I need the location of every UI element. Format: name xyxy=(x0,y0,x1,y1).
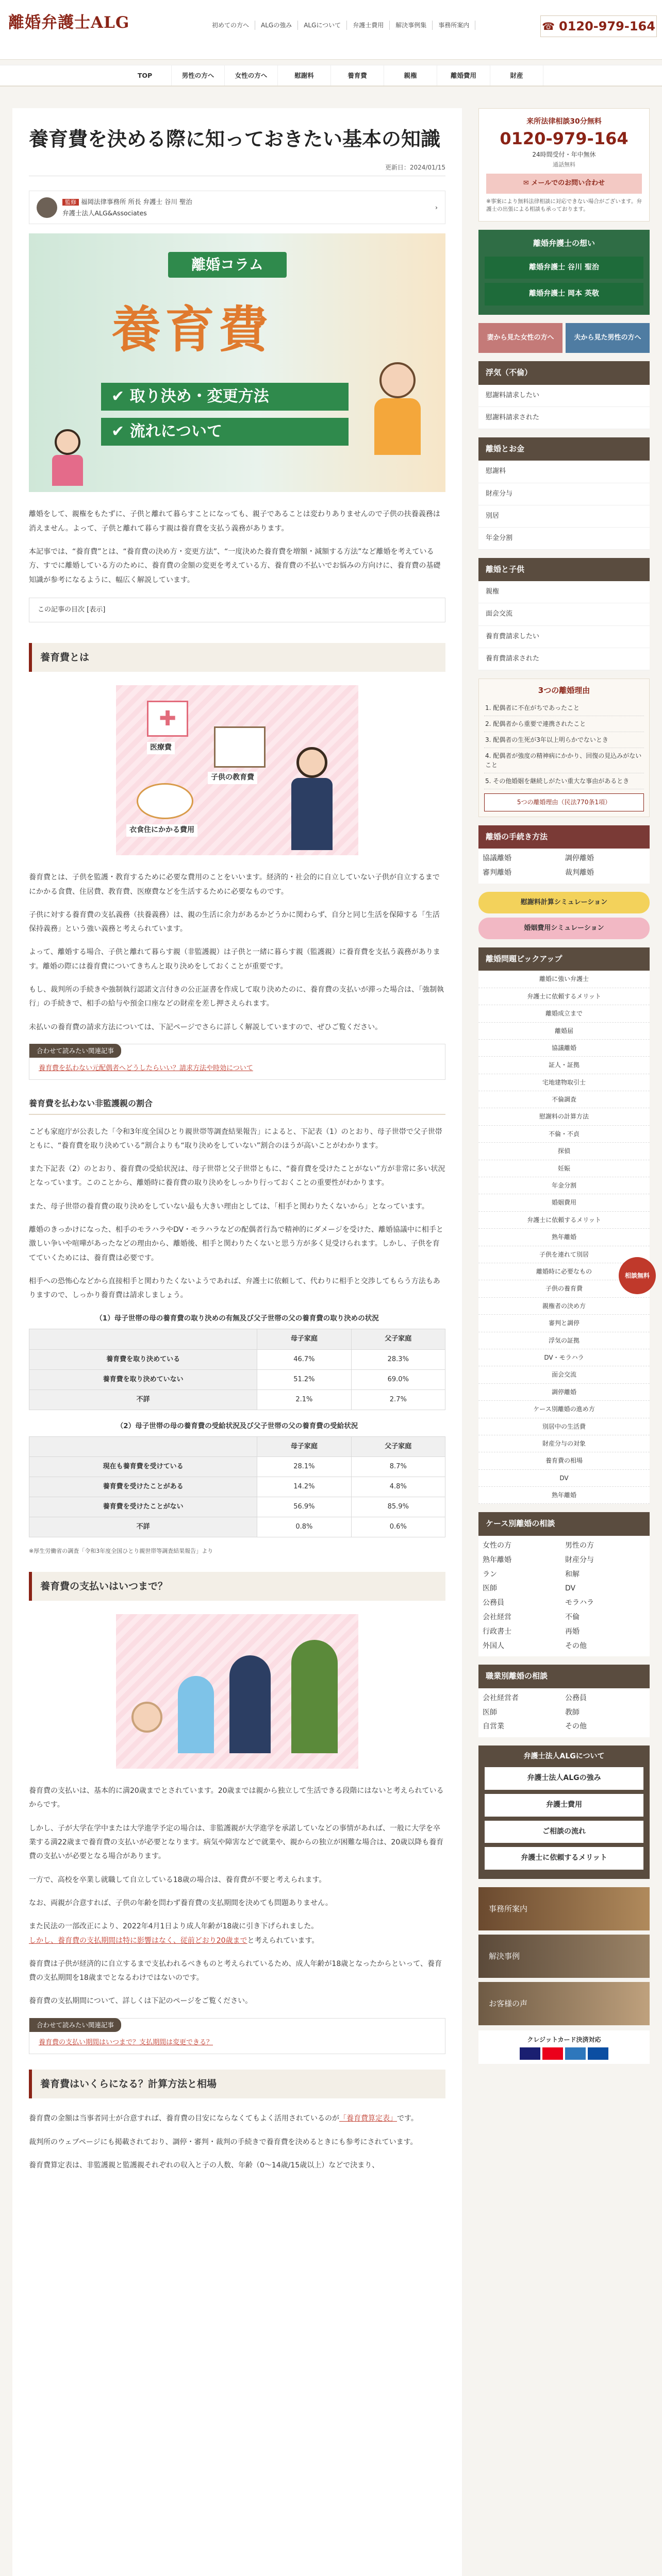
agreement-table xyxy=(29,1329,445,1410)
table-cell: 現在も養育費を受けている xyxy=(29,1456,257,1477)
pickup-link[interactable]: 離婚届 xyxy=(478,1023,650,1040)
alg-info-button[interactable]: ご相談の流れ xyxy=(485,1821,643,1843)
table-cell: 不詳 xyxy=(29,1389,257,1410)
gnav-item[interactable]: 男性の方へ xyxy=(172,65,225,86)
utility-link[interactable]: ALGの強み xyxy=(255,21,298,30)
pickup-link[interactable]: ケース別離婚の進め方 xyxy=(478,1401,650,1418)
reason-item: 2. 配偶者から重要で連携されたこと xyxy=(484,716,644,732)
label-education: 子供の教育費 xyxy=(208,772,257,784)
job-box: 職業別離婚の相談 会社経営者 公務員 医師 教師 自営業 その他 xyxy=(478,1665,650,1737)
reasons-button[interactable]: 5つの離婚理由（民法770条1項） xyxy=(484,793,644,811)
lawyer-button[interactable]: 離婚弁護士 谷川 聖治 xyxy=(485,257,643,279)
case-link[interactable]: 和解 xyxy=(565,1570,580,1579)
floating-consult-button[interactable]: 相談無料 xyxy=(619,1257,656,1294)
table-cell: 8.7% xyxy=(351,1456,445,1477)
sidebar-phone[interactable]: 0120-979-164 xyxy=(500,128,628,148)
procedure-link[interactable]: 裁判離婚 xyxy=(565,868,594,877)
related-article-box xyxy=(29,2018,445,2054)
compensation-sim-button[interactable]: 慰謝料計算シミュレーション xyxy=(478,892,650,913)
men-banner[interactable]: 夫から見た男性の方へ xyxy=(566,323,650,353)
case-link[interactable]: DV xyxy=(565,1584,576,1593)
case-link[interactable]: 医師 xyxy=(483,1584,497,1593)
article-main xyxy=(12,108,462,2576)
sidebar-note: ※事案により無料法律相談に対応できない場合がございます。弁護士の出張による相談も承っております。 xyxy=(486,198,642,213)
utility-link[interactable]: 事務所案内 xyxy=(433,21,475,30)
paragraph: 子供に対する養育費の支払義務（扶養義務）は、親の生活に余力があるかどうかに関わらず、自分と同じ生活を保障する「生活保持義務」という強い義務と考えられています。 xyxy=(29,910,440,934)
related-article-link[interactable]: 養育費の支払い期間はいつまで？支払期間は変更できる？ xyxy=(39,2038,213,2046)
utility-link[interactable]: 弁護士費用 xyxy=(347,21,390,30)
alg-box xyxy=(478,1745,650,1879)
procedure-link[interactable]: 協議離婚 xyxy=(483,854,511,863)
sidebar-link[interactable]: 養育費請求したい xyxy=(478,626,650,648)
label-medical: 医療費 xyxy=(147,742,175,754)
case-link[interactable]: 公務員 xyxy=(483,1599,504,1607)
table-cell: 2.1% xyxy=(257,1389,351,1410)
support-sim-button[interactable]: 婚姻費用シミュレーション xyxy=(478,918,650,939)
gnav-item[interactable]: 女性の方へ xyxy=(225,65,278,86)
money-box: 離婚とお金 慰謝料 財産分与 別居 年金分割 xyxy=(478,437,650,550)
pickup-link[interactable]: 離婚時に必要なもの xyxy=(478,1263,650,1280)
table-cell: 69.0% xyxy=(351,1369,445,1389)
job-link[interactable]: 自営業 xyxy=(483,1722,504,1731)
updated-date: 更新日：2024/01/15 xyxy=(29,162,445,176)
eyecatch-bullet-2: ✔ 流れについて xyxy=(101,418,349,446)
table-cell: 85.9% xyxy=(351,1497,445,1517)
pickup-link[interactable]: 面会交流 xyxy=(478,1366,650,1383)
table-cell: 28.1% xyxy=(257,1456,351,1477)
paragraph: なお、両親が合意すれば、子供の年齢を問わず養育費の支払期間を決めても問題ありません。 xyxy=(29,1899,333,1907)
table-header: 母子家庭 xyxy=(257,1329,351,1349)
pickup-link[interactable]: 審判と調停 xyxy=(478,1315,650,1332)
table-cell: 46.7% xyxy=(257,1349,351,1369)
author-name: 福岡法律事務所 所長 弁護士 谷川 聖治 xyxy=(81,198,192,206)
eyecatch-label: 離婚コラム xyxy=(168,252,287,278)
pickup-link[interactable]: 熟年離婚 xyxy=(478,1487,650,1504)
pickup-link[interactable]: 探偵 xyxy=(478,1143,650,1160)
pickup-link[interactable]: 養育費の相場 xyxy=(478,1452,650,1469)
paragraph: 養育費算定表は、非監護親と監護親それぞれの収入と子の人数、年齢（0〜14歳/15歳以上）などで決まり、 xyxy=(29,2161,379,2170)
reasons-heading: 3つの離婚理由 xyxy=(538,685,590,695)
paragraph: また民法の一部改正により、2022年4月1日より成人年齢が18歳に引き下げられました。 しかし、養育費の支払期間は特に影響はなく、従前どおり20歳までと考えられています。 xyxy=(29,1922,319,1945)
pickup-link[interactable]: 妊娠 xyxy=(478,1160,650,1177)
paragraph: 未払いの養育費の請求方法については、下記ページでさらに詳しく解説していますので、ぜひご覧ください。 xyxy=(29,1023,383,1031)
case-link[interactable]: その他 xyxy=(565,1641,587,1650)
card-heading: クレジットカード決済対応 xyxy=(527,2036,601,2044)
paragraph: 養育費とは、子供を監護・教育するために必要な費用のことをいいます。経済的・社会的に自立していない子供が自立するまでにかかる食費、住居費、教育費、医療費などを生活するために必要なものです。 xyxy=(29,873,440,896)
table-header xyxy=(29,1436,257,1456)
related-article-link[interactable]: 養育費を払わない元配偶者へどうしたらいい？請求方法や時効について xyxy=(39,1064,253,1073)
reasons-box xyxy=(478,679,650,817)
eyecatch-bullet-1: ✔ 取り決め・変更方法 xyxy=(101,383,349,411)
table-row xyxy=(29,1477,445,1497)
voices-banner[interactable]: お客様の声 xyxy=(478,1982,650,2025)
sidebar-link[interactable]: 財産分与 xyxy=(478,483,650,505)
pickup-link[interactable]: 弁護士に依頼するメリット xyxy=(478,988,650,1005)
tel-lead: 来所法律相談30分無料 xyxy=(526,117,602,126)
table-row xyxy=(29,1389,445,1410)
pickup-link[interactable]: 婚姻費用 xyxy=(478,1194,650,1211)
section-heading-how-much: 養育費はいくらになる？計算方法と相場 xyxy=(29,2070,445,2098)
table-header: 父子家庭 xyxy=(351,1329,445,1349)
case-link[interactable]: 会社経営 xyxy=(483,1613,511,1621)
pickup-link[interactable]: DV・モラハラ xyxy=(478,1349,650,1366)
cases-banner[interactable]: 解決事例 xyxy=(478,1935,650,1978)
paragraph: 養育費の支払期間について、詳しくは下記のページをご覧ください。 xyxy=(29,1997,253,2006)
baby-illustration xyxy=(131,1702,162,1733)
card-logos xyxy=(483,2047,646,2060)
job-link[interactable]: 公務員 xyxy=(565,1693,587,1702)
women-banner[interactable]: 妻から見た女性の方へ xyxy=(478,323,562,353)
job-link[interactable]: その他 xyxy=(565,1722,587,1731)
supervisor-tag: 監修 xyxy=(62,199,79,206)
pickup-link[interactable]: 子供を連れて別居 xyxy=(478,1246,650,1263)
sidebar-link[interactable]: 面会交流 xyxy=(478,603,650,625)
mail-button[interactable]: ✉ メールでのお問い合わせ xyxy=(486,174,642,193)
pickup-link[interactable]: 調停離婚 xyxy=(478,1384,650,1401)
intro-paragraph-1: 離婚をして、親権をもたずに、子供と離れて暮らすことになっても、親子であることは変わりありませんので子供の扶養義務は消えません。よって、子供と離れて暮らす親は養育費を支払う義務があります。 xyxy=(29,510,440,533)
child-illustration xyxy=(49,429,86,486)
related-article-box xyxy=(29,1044,445,1080)
table-cell: 養育費を受けたことがある xyxy=(29,1477,257,1497)
paragraph: よって、離婚する場合、子供と離れて暮らす親（非監護親）は子供と一緒に暮らす親（監護親）に養育費を支払う義務があります。離婚の際には養育費についてきちんと取り決めをしておくことが重要です。 xyxy=(29,948,440,971)
section-heading-until-when: 養育費の支払いはいつまで？ xyxy=(29,1572,445,1601)
table-cell: 0.6% xyxy=(351,1517,445,1537)
pickup-link[interactable]: 親権者の決め方 xyxy=(478,1298,650,1315)
hospital-icon: ✚ xyxy=(147,701,188,737)
table-cell: 0.8% xyxy=(257,1517,351,1537)
adult-illustration xyxy=(291,1640,338,1753)
case-link[interactable]: ラン xyxy=(483,1570,497,1579)
site-header xyxy=(0,0,662,60)
alg-box-heading: 弁護士法人ALGについて xyxy=(523,1752,605,1761)
table-cell: 不詳 xyxy=(29,1517,257,1537)
case-link[interactable]: 男性の方 xyxy=(565,1541,594,1550)
family-illustration xyxy=(364,362,436,465)
table-row xyxy=(29,1369,445,1389)
adultery-box: 浮気（不倫） 慰謝料請求したい 慰謝料請求された xyxy=(478,361,650,429)
paragraph: 相手への恐怖心などから直接相手と関わりたくないようであれば、弁護士に依頼して、代わりに相手と交渉してもらう方法もありますので、しっかり養育費は請求しましょう。 xyxy=(29,1277,440,1300)
table-header: 父子家庭 xyxy=(351,1436,445,1456)
reason-item: 3. 配偶者の生死が3年以上明らかでないとき xyxy=(484,732,644,748)
pickup-link[interactable]: 浮気の証拠 xyxy=(478,1332,650,1349)
paragraph: しかし、子が大学在学中または大学進学予定の場合は、非監護親が大学進学を承諾していなどの事情があれば、一般に大学を卒業する満22歳まで養育費の支払いが必要となります。病気や障害などで就業や、親からの独立が困難な場合は、20歳以降も養育費の支払いが必要となる場合があります。 xyxy=(29,1824,444,1861)
related-article-heading: 合わせて読みたい関連記事 xyxy=(29,1044,121,1058)
pickup-link[interactable]: 別居中の生活費 xyxy=(478,1418,650,1435)
paragraph: こども家庭庁が公表した「令和3年度全国ひとり親世帯等調査結果報告」によると、下記表（1）のとおり、母子世帯で父子世帯ともに、“養育費を取り決めている”割合よりも“取り決めをしていない”割合のほうが高いことがわかります。 xyxy=(29,1127,442,1150)
contact-box xyxy=(478,108,650,222)
pickup-link[interactable]: DV xyxy=(478,1470,650,1487)
food-icon xyxy=(137,783,193,819)
paragraph: 裁判所のウェブページにも掲載されており、調停・審判・裁判の手続きで養育費を決めるときにも参考にされています。 xyxy=(29,2138,418,2146)
table-row xyxy=(29,1497,445,1517)
author-org: 弁護士法人ALG&Associates xyxy=(62,209,147,217)
alg-info-button[interactable]: 弁護士に依頼するメリット xyxy=(485,1847,643,1870)
page-title: 養育費を決める際に知っておきたい基本の知識 xyxy=(29,127,441,150)
gnav-item[interactable]: TOP xyxy=(119,65,172,86)
sidebar xyxy=(478,108,650,2072)
card-box xyxy=(478,2030,650,2063)
table-row xyxy=(29,1456,445,1477)
gnav-item[interactable]: 財産 xyxy=(490,65,543,86)
job-link[interactable]: 教師 xyxy=(565,1708,580,1717)
student-illustration xyxy=(229,1655,271,1753)
pickup-link[interactable]: 慰謝料の計算方法 xyxy=(478,1108,650,1125)
paragraph: 一方で、高校を卒業し就職して自立している18歳の場合は、養育費が不要と考えられます。 xyxy=(29,1875,326,1884)
mail-icon: ✉ xyxy=(523,179,532,188)
table-cell: 養育費を取り決めていない xyxy=(29,1369,257,1389)
case-link[interactable]: モラハラ xyxy=(565,1599,594,1607)
student-illustration xyxy=(286,747,338,850)
pickup-link[interactable]: 離婚に強い弁護士 xyxy=(478,971,650,988)
pickup-link[interactable]: 財産分与の対象 xyxy=(478,1435,650,1452)
label-living: 衣食住にかかる費用 xyxy=(126,824,197,837)
pickup-link[interactable]: 不倫・不貞 xyxy=(478,1126,650,1143)
gnav-item[interactable]: 離婚費用 xyxy=(437,65,490,86)
case-link[interactable]: 女性の方 xyxy=(483,1541,511,1550)
sidebar-link[interactable]: 別居 xyxy=(478,505,650,528)
table-note: ※厚生労働省の調査「令和3年度全国ひとり親世帯等調査結果報告」より xyxy=(29,1548,213,1555)
sidebar-link[interactable]: 慰謝料請求された xyxy=(478,407,650,429)
gnav-item[interactable]: 慰謝料 xyxy=(278,65,331,86)
lawyer-button[interactable]: 離婚弁護士 岡本 英敬 xyxy=(485,283,643,306)
table-cell: 養育費を取り決めている xyxy=(29,1349,257,1369)
pickup-link[interactable]: 協議離婚 xyxy=(478,1040,650,1057)
section-heading-unpaid-ratio: 養育費を払わない非監護親の割合 xyxy=(29,1096,445,1114)
sidebar-link[interactable]: 親権 xyxy=(478,581,650,603)
table-caption-1: （1）母子世帯の母の養育費の取り決めの有無及び父子世帯の父の養育費の取り決めの状況 xyxy=(95,1314,379,1323)
pickup-link[interactable]: 熟年離婚 xyxy=(478,1229,650,1246)
table-cell: 56.9% xyxy=(257,1497,351,1517)
table-row xyxy=(29,1349,445,1369)
paragraph: また、母子世帯の養育費の取り決めをしていない最も大きい理由としては、「相手と関わりたくないから」となっています。 xyxy=(29,1202,429,1211)
school-icon xyxy=(214,726,266,768)
case-link[interactable]: 財産分与 xyxy=(565,1555,594,1564)
alg-info-button[interactable]: 弁護士法人ALGの強み xyxy=(485,1767,643,1790)
paragraph: 離婚のきっかけになった、相手のモラハラやDV・モラハラなどの配偶者行為で精神的にダメージを受けた、離婚協議中に相手と激しい争いや喧嘩があったなどの理由から、離婚後、相手と関わりたくないと思う方が多く見受けられます。しかし、子供を育てていくためには、養育費は必要です。 xyxy=(29,1225,443,1262)
table-cell: 2.7% xyxy=(351,1389,445,1410)
pickup-link[interactable]: 証人・証拠 xyxy=(478,1057,650,1074)
case-box: ケース別離婚の相談 女性の方 男性の方 熟年離婚 財産分与 ラン 和解 医師 DV 公務員 モラハラ 会社経営 不倫 行政書士 再婚 外国人 その他 xyxy=(478,1512,650,1656)
alg-info-button[interactable]: 弁護士費用 xyxy=(485,1794,643,1817)
related-article-heading: 合わせて読みたい関連記事 xyxy=(29,2018,121,2032)
utility-link[interactable]: 解決事例集 xyxy=(390,21,433,30)
case-link[interactable]: 外国人 xyxy=(483,1641,504,1650)
office-banner[interactable]: 事務所案内 xyxy=(478,1887,650,1930)
case-link[interactable]: 不倫 xyxy=(565,1613,580,1621)
pickup-link[interactable]: 宅地建物取引士 xyxy=(478,1074,650,1091)
table-of-contents[interactable]: この記事の目次 [表示] xyxy=(29,598,445,622)
chevron-right-icon: › xyxy=(435,204,438,212)
paragraph: 養育費の支払いは、基本的に満20歳までとされています。20歳までは親から独立して生活できる段階にはないと考えられているからです。 xyxy=(29,1787,444,1809)
table-cell: 4.8% xyxy=(351,1477,445,1497)
sidebar-link[interactable]: 年金分割 xyxy=(478,528,650,550)
tel-hours: 24時間受付・年中無休 xyxy=(532,151,596,159)
pickup-link[interactable]: 子供の養育費 xyxy=(478,1280,650,1297)
job-link[interactable]: 医師 xyxy=(483,1708,497,1717)
global-nav xyxy=(0,65,662,87)
pickup-box: 離婚問題ピックアップ 離婚に強い弁護士 弁護士に依頼するメリット 離婚成立まで 離婚届 協議離婚 証人・証拠 宅地建物取引士 不倫調査 慰謝料の計算方法 不倫・不貞 探偵 妊娠 年金分割 婚姻費用 弁護士に依頼するメリット 熟年離婚 子供を連れて別居 離婚時に必要なもの 子供の養育費 親権者の決め方 審判と調停 浮気の証拠 DV・モラハラ 面会交流 調停離婚 ケース別離婚の進め方 別居中の生活費 財産分与の対象 養育費の相場 DV 熟年離婚 xyxy=(478,947,650,1504)
case-link[interactable]: 行政書士 xyxy=(483,1627,511,1636)
paragraph: 養育費は子供が経済的に自立するまで支払われるべきものと考えられているため、成人年齢が18歳となったからといって、養育費の支払期間を18歳までとなるわけではないのです。 xyxy=(29,1959,442,1982)
table-cell: 28.3% xyxy=(351,1349,445,1369)
job-link[interactable]: 会社経営者 xyxy=(483,1693,519,1702)
phone-icon: ☎ xyxy=(542,20,555,32)
table-header xyxy=(29,1329,257,1349)
table-cell: 14.2% xyxy=(257,1477,351,1497)
utility-link[interactable]: ALGについて xyxy=(298,21,347,30)
procedure-link[interactable]: 調停離婚 xyxy=(565,854,594,863)
kid-illustration xyxy=(178,1676,214,1753)
child-support-illustration xyxy=(116,685,358,855)
reason-item: 4. 配偶者が強度の精神病にかかり、回復の見込みがないこと xyxy=(484,748,644,773)
sidebar-link[interactable]: 養育費請求された xyxy=(478,648,650,670)
pickup-link[interactable]: 年金分割 xyxy=(478,1177,650,1194)
paragraph: もし、裁判所の手続きや強制執行認諾文言付きの公正証書を作成して取り決めたのに、養育費の支払いが滞った場合は、「強制執行」の手続きで、相手の給与や預金口座などの財産を差し押さえられます。 xyxy=(29,986,444,1008)
paragraph: また下記表（2）のとおり、養育費の受給状況は、母子世帯と父子世帯ともに、“養育費を受けたことがない”方が非常に多い状況となっています。このことから、離婚時に養育費の取り決めをしっかり行っておくことの重要性がわかります。 xyxy=(29,1165,445,1188)
reason-item: 1. 配偶者に不在がちであったこと xyxy=(484,700,644,716)
eyecatch-image xyxy=(29,233,445,492)
reason-item: 5. その他婚姻を継続しがたい重大な事由があるとき xyxy=(484,773,644,789)
lawyer-box xyxy=(478,230,650,315)
procedure-link[interactable]: 審判離婚 xyxy=(483,868,511,877)
sidebar-link[interactable]: 慰謝料 xyxy=(478,461,650,483)
pickup-link[interactable]: 弁護士に依頼するメリット xyxy=(478,1212,650,1229)
eyecatch-title: 養育費 xyxy=(111,300,272,359)
tel-note: 通話無料 xyxy=(553,161,575,168)
child-box: 離婚と子供 親権 面会交流 養育費請求したい 養育費請求された xyxy=(478,558,650,670)
site-logo[interactable]: 離婚弁護士ALG xyxy=(8,13,130,32)
utility-nav xyxy=(206,21,475,30)
gnav-item[interactable]: 親権 xyxy=(384,65,437,86)
intro-paragraph-2: 本記事では、“養育費”とは、“養育費の決め方・変更方法”、“一度決めた養育費を増額・減額する方法”など離婚を考えている方、すでに離婚している方のために、養育費の金額の変更を考えている方、養育費の不払いでお悩みの方向けに、養育費の基礎知識が参考になるように、幅広く解説しています。 xyxy=(29,548,441,584)
author-avatar xyxy=(37,197,57,218)
lawyer-box-heading: 離婚弁護士の想い xyxy=(533,239,595,248)
pickup-link[interactable]: 離婚成立まで xyxy=(478,1005,650,1022)
header-phone[interactable]: ☎ 0120-979-164 xyxy=(540,15,657,37)
sidebar-link[interactable]: 慰謝料請求したい xyxy=(478,385,650,407)
table-header: 母子家庭 xyxy=(257,1436,351,1456)
table-caption-2: （2）母子世帯の母の養育費の受給状況及び父子世帯の父の養育費の受給状況 xyxy=(116,1421,358,1430)
author-box[interactable] xyxy=(29,191,445,224)
utility-link[interactable]: 初めての方へ xyxy=(206,21,255,30)
receipt-table xyxy=(29,1436,445,1537)
case-link[interactable]: 再婚 xyxy=(565,1627,580,1636)
case-link[interactable]: 熟年離婚 xyxy=(483,1555,511,1564)
pickup-link[interactable]: 不倫調査 xyxy=(478,1091,650,1108)
paragraph: 養育費の金額は当事者同士が合意すれば、養育費の目安にならなくてもよく活用されているのが「養育費算定表」です。 xyxy=(29,2114,418,2123)
gnav-item[interactable]: 養育費 xyxy=(331,65,384,86)
table-cell: 養育費を受けたことがない xyxy=(29,1497,257,1517)
section-heading-what-is-child-support: 養育費とは xyxy=(29,643,445,672)
table-cell: 51.2% xyxy=(257,1369,351,1389)
calc-table-link[interactable]: 「養育費算定表」 xyxy=(339,2114,397,2123)
table-row xyxy=(29,1517,445,1537)
procedure-box: 離婚の手続き方法 協議離婚 調停離婚 審判離婚 裁判離婚 xyxy=(478,825,650,884)
payment-period-illustration xyxy=(116,1614,358,1769)
